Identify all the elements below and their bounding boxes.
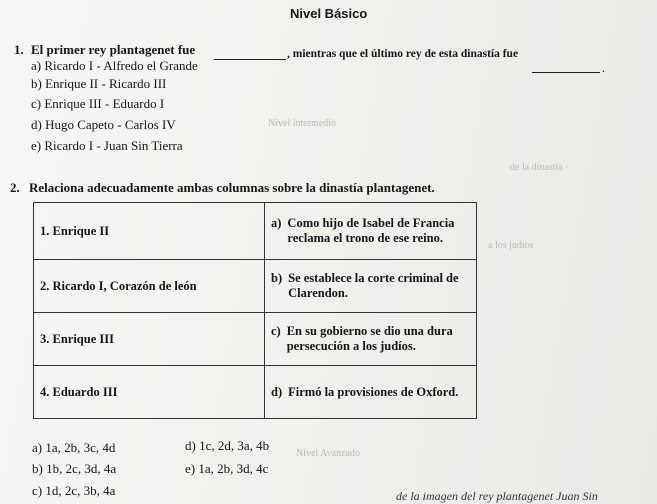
bleed-through-text: a los judíos	[488, 240, 534, 251]
question-number: 2.	[10, 180, 20, 195]
question-text: , mientras que el último rey de esta dinastía fue	[287, 48, 519, 60]
question-text: El primer rey plantagenet fue	[31, 42, 196, 57]
item-letter: d)	[271, 384, 283, 399]
option-e[interactable]: e) Ricardo I - Juan Sin Tierra	[31, 138, 183, 153]
answer-option-e[interactable]: e) 1a, 2b, 3d, 4c	[185, 461, 269, 476]
item-text: En su gobierno se dio una dura persecución a los judíos.	[286, 324, 453, 353]
left-item-1: 1. Enrique II	[34, 203, 265, 260]
answer-option-a[interactable]: a) 1a, 2b, 3c, 4d	[32, 440, 116, 455]
item-letter: a)	[271, 216, 282, 230]
right-item-b	[265, 260, 477, 313]
right-item-a	[265, 203, 477, 260]
question-text: Relaciona adecuadamente ambas columnas sobre la dinastía plantagenet.	[29, 180, 435, 195]
table-row	[34, 260, 477, 313]
question-2	[10, 180, 435, 196]
item-text: Se establece la corte criminal de Clarendon.	[288, 271, 459, 300]
left-item-2: 2. Ricardo I, Corazón de león	[34, 260, 265, 313]
bleed-through-text: Nivel Avanzado	[296, 448, 360, 459]
footer-partial-text: de la imagen del rey plantagenet Juan Sin	[396, 489, 598, 503]
answer-blank-last[interactable]	[532, 60, 600, 73]
bleed-through-text: de la dinastía ·	[510, 162, 569, 173]
right-item-d	[265, 366, 477, 419]
question-number: 1.	[14, 42, 24, 57]
bleed-through-text: Nivel intermedio	[268, 118, 337, 129]
table-row	[34, 313, 477, 366]
item-text: Firmó la provisiones de Oxford.	[288, 384, 459, 399]
answer-option-c[interactable]: c) 1d, 2c, 3b, 4a	[32, 483, 116, 498]
item-letter: b)	[271, 271, 283, 285]
question-1	[14, 42, 195, 58]
page-title: Nivel Básico	[290, 6, 368, 21]
option-b[interactable]: b) Enrique II - Ricardo III	[31, 76, 167, 91]
table-row	[34, 203, 477, 260]
answer-blank-first[interactable]	[214, 42, 286, 60]
left-item-4: 4. Eduardo III	[34, 366, 265, 419]
item-text: Como hijo de Isabel de Francia reclama el trono de ese reino.	[287, 216, 455, 245]
matching-table	[33, 202, 477, 419]
right-item-c	[265, 313, 477, 366]
question-1-continuation	[287, 48, 518, 60]
item-letter: c)	[271, 324, 281, 338]
answer-option-b[interactable]: b) 1b, 2c, 3d, 4a	[32, 461, 117, 476]
left-item-3: 3. Enrique III	[34, 313, 265, 366]
option-d[interactable]: d) Hugo Capeto - Carlos IV	[31, 117, 176, 132]
option-a[interactable]: a) Ricardo I - Alfredo el Grande	[31, 58, 198, 73]
table-row	[34, 366, 477, 419]
option-c[interactable]: c) Enrique III - Eduardo I	[31, 96, 165, 111]
answer-option-d[interactable]: d) 1c, 2d, 3a, 4b	[185, 438, 270, 453]
question-1-period: .	[602, 61, 605, 75]
